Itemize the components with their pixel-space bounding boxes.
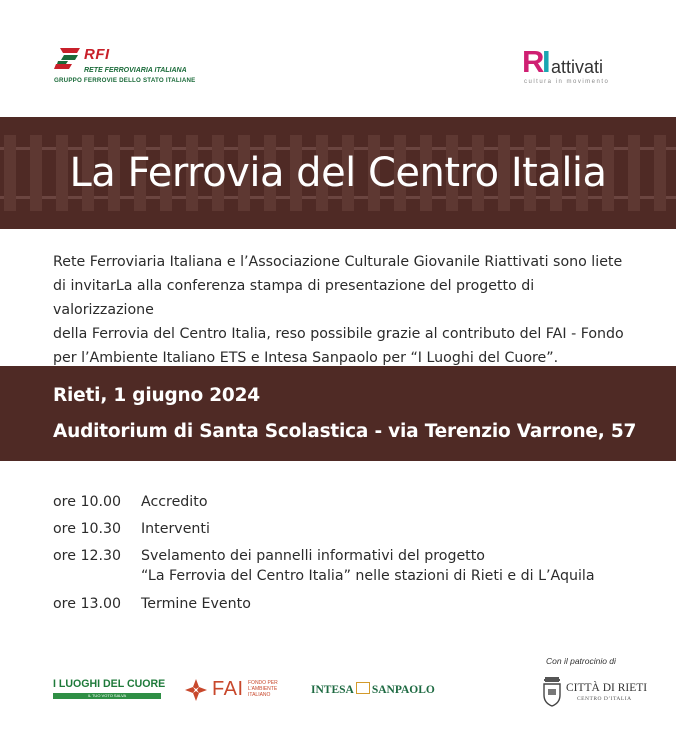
intesa-right: SANPAOLO [371,684,435,696]
program-time: ore 10.00 [53,494,122,510]
intesa-mark-icon [356,682,370,694]
intesa-left: INTESA [311,684,354,696]
program-time: ore 12.30 [53,548,122,564]
intro-line: di invitarLa alla conferenza stampa di presentazione del progetto di valorizzazione [53,278,535,318]
intro-paragraph [53,250,633,370]
intro-line: della Ferrovia del Centro Italia, reso possibile grazie al contributo del FAI - Fondo [53,326,624,342]
program-desc: Interventi [141,521,210,537]
program-item [53,546,653,594]
program-desc: Termine Evento [141,596,251,612]
intro-line: per l’Ambiente Italiano ETS e Intesa Sanpaolo per “I Luoghi del Cuore”. [53,350,559,366]
program-item [53,594,653,621]
riattivati-word: attivati [551,57,604,77]
program-list [53,492,653,621]
intro-line: Rete Ferroviaria Italiana e l’Associazione Culturale Giovanile Riattivati sono liete [53,254,623,270]
rieti-sub: CENTRO D’ITALIA [577,696,632,702]
rfi-line1: RETE FERROVIARIA ITALIANA [84,67,187,74]
riattivati-letter-i: I [542,44,551,79]
riattivati-tagline: cultura in movimento [524,79,610,85]
program-desc: Accredito [141,494,208,510]
program-item [53,492,653,519]
rieti-crest-icon [541,675,563,707]
event-place: Auditorium di Santa Scolastica - via Terenzio Varrone, 57 [53,421,637,442]
fai-word: FAI [212,678,244,700]
fai-star-icon [184,678,208,702]
rfi-line2: GRUPPO FERROVIE DELLO STATO ITALIANE [54,77,196,84]
page-title: La Ferrovia del Centro Italia [69,150,607,196]
program-time: ore 13.00 [53,596,122,612]
patrocinio-label: Con il patrocinio di [546,656,616,666]
intesa-sanpaolo-logo [311,682,441,700]
riattivati-logo [522,46,632,90]
rfi-mark-icon [54,44,82,74]
event-band [0,366,676,461]
event-date: Rieti, 1 giugno 2024 [53,385,260,406]
program-desc: “La Ferrovia del Centro Italia” nelle stazioni di Rieti e di L’Aquila [141,568,595,584]
program-time: ore 10.30 [53,521,122,537]
title-band [0,117,676,229]
luoghi-sub: IL TUO VOTO SALVA [87,693,127,698]
rfi-brand: RFI [84,46,110,63]
luoghi-del-cuore-logo [53,678,166,702]
luoghi-title: I LUOGHI DEL CUORE [53,678,166,690]
rieti-name: CITTÀ DI RIETI [566,682,648,694]
program-desc: Svelamento dei pannelli informativi del progetto [141,548,485,564]
rfi-logo [54,44,204,88]
riattivati-letter-r: R [522,44,545,79]
fai-logo [184,677,299,705]
program-item [53,519,653,546]
fai-sub: FONDO PER L’AMBIENTE ITALIANO [248,680,278,698]
